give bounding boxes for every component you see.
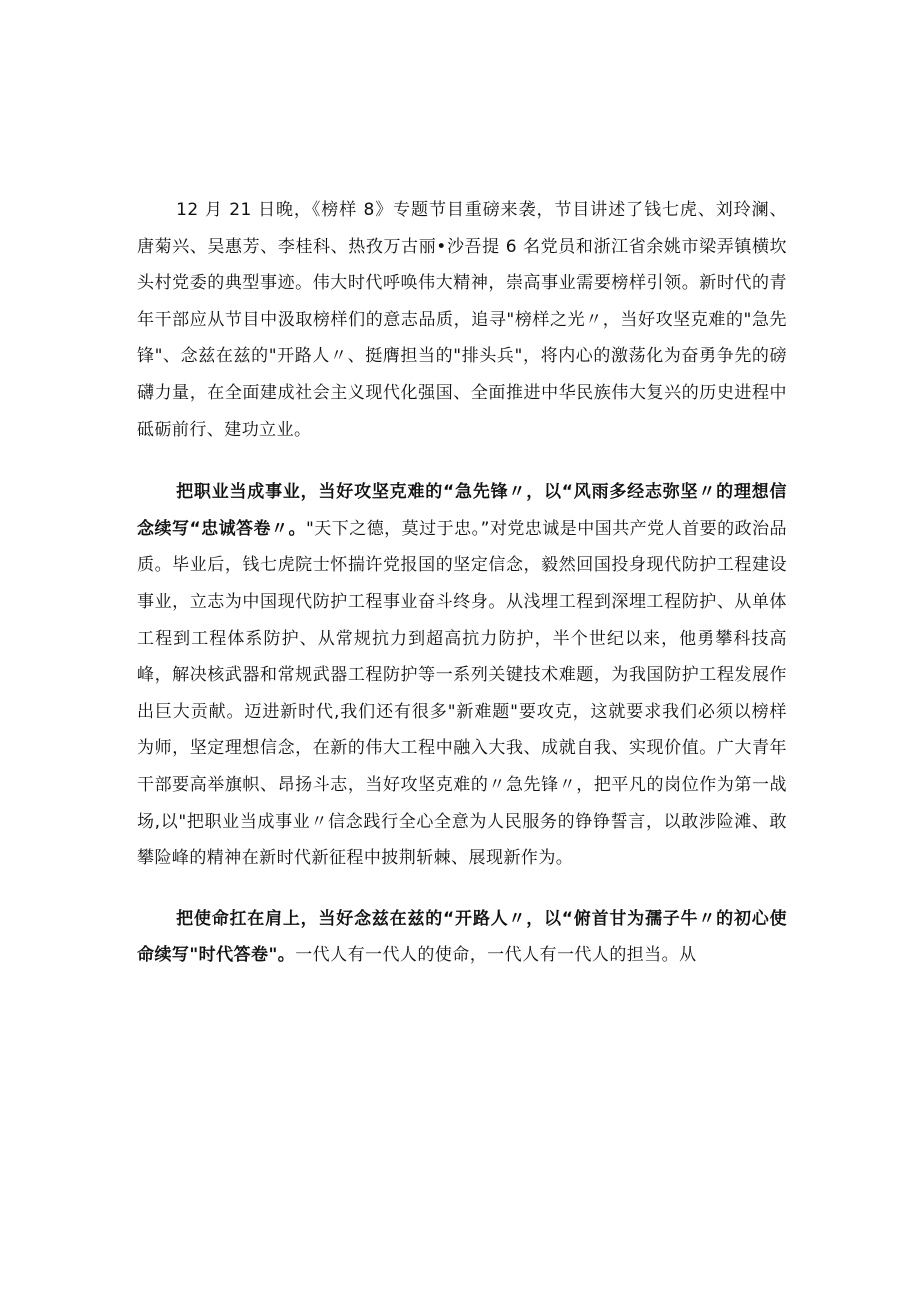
paragraph-intro xyxy=(137,192,787,448)
paragraph-career-text: "天下之德，莫过于忠。”对党忠诚是中国共产党人首要的政治品质。毕业后，钱七虎院士怀揣许党报国的坚定信念，毅然回国投身现代防护工程建设事业，立志为中国现代防护工程事业奋斗终身。从浅埋工程到深埋工程防护、从单体工程到工程体系防护、从常规抗力到超高抗力防护，半个世纪以来，他勇攀科技高峰，解决核武器和常规武器工程防护等一系列关键技术难题，为我国防护工程发展作出巨大贡献。迈进新时代,我们还有很多"新难题"要攻克，这就要求我们必须以榜样为师，坚定理想信念，在新的伟大工程中融入大我、成就自我、实现价值。广大青年干部要高举旗帜、昂扬斗志，当好攻坚克难的〃急先锋〃，把平凡的岗位作为第一战场,以"把职业当成事业〃信念践行全心全意为人民服务的铮铮誓言，以敢涉险滩、敢攀险峰的精神在新时代新征程中披荆斩棘、展现新作为。 xyxy=(137,518,787,869)
article-body xyxy=(137,192,787,998)
paragraph-career-heading: 把职业当成事业，当好攻坚克难的“急先锋〃，以“风雨多经志弥坚〃的理想信念续写“忠诚答卷〃。 xyxy=(137,482,787,539)
paragraph-intro-text: 12 月 21 日晚，《榜样 8》专题节目重磅来袭，节目讲述了钱七虎、刘玲澜、唐菊兴、吴惠芳、李桂科、热孜万古丽•沙吾提 6 名党员和浙江省余姚市梁弄镇横坎头村党委的典型事迹。伟大时代呼唤伟大精神，崇高事业需要榜样引领。新时代的青年干部应从节目中汲取榜样们的意志品质，追寻"榜样之光〃，当好攻坚克难的"急先锋"、念兹在兹的"开路人〃、挺膺担当的"排头兵"，将内心的激荡化为奋勇争先的磅礴力量，在全面建成社会主义现代化强国、全面推进中华民族伟大复兴的历史进程中砥砺前行、建功立业。 xyxy=(137,200,787,440)
paragraph-mission-text: 一代人有一代人的使命，一代人有一代人的担当。从 xyxy=(295,945,697,966)
paragraph-mission-heading: 把使命扛在肩上，当好念兹在兹的“开路人〃，以“俯首甘为孺子牛〃的初心使命续写"时代答卷"。 xyxy=(137,908,787,966)
paragraph-career xyxy=(137,474,787,877)
paragraph-mission xyxy=(137,901,787,974)
